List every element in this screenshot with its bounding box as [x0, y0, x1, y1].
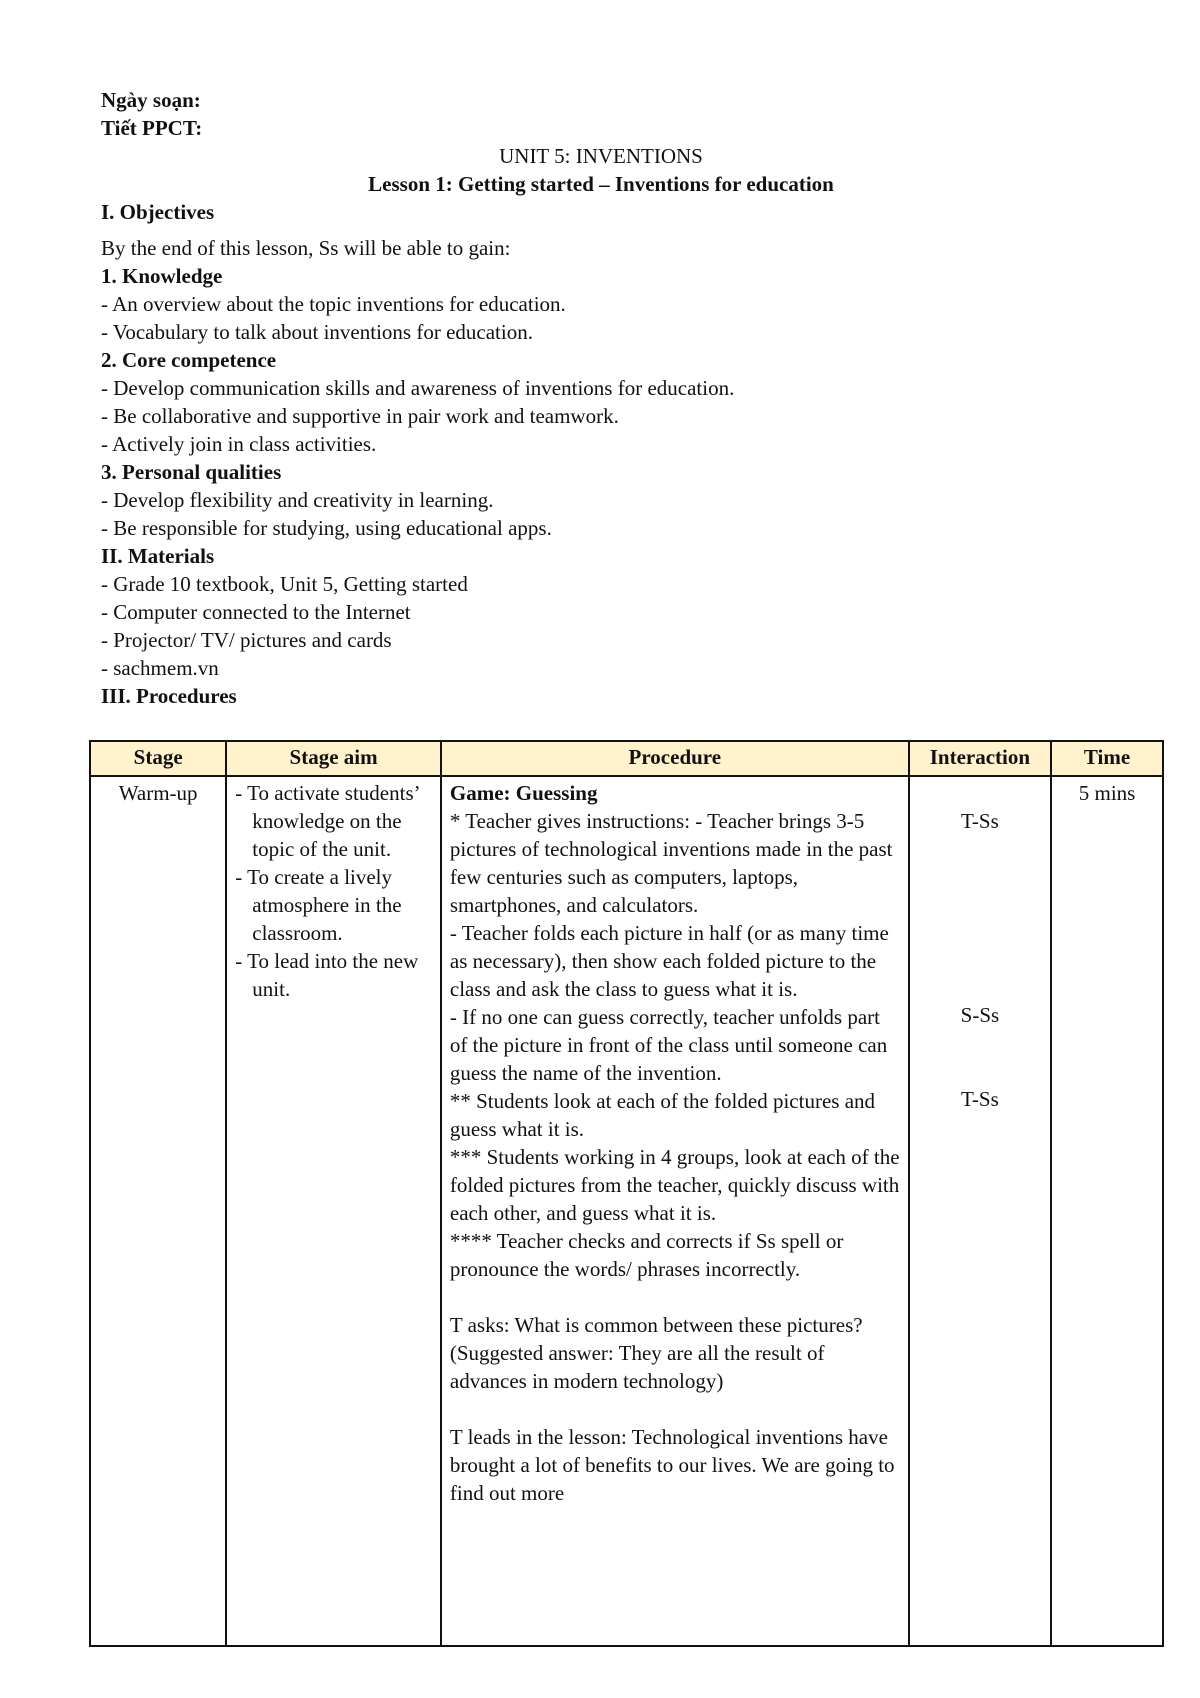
stage-aim-item: - To lead into the new unit. [235, 949, 419, 1001]
procedure-suggested-answer: (Suggested answer: They are all the result of advances in modern technology) [449, 1341, 825, 1393]
column-header-procedure: Procedure [441, 741, 909, 776]
interaction-item: T-Ss [961, 1087, 999, 1111]
materials-item: - Projector/ TV/ pictures and cards [101, 628, 392, 652]
procedure-line: - Teacher folds each picture in half (or as many time as necessary), then show each folded picture to the class and ask the class to guess what it is. [449, 921, 889, 1001]
competence-item: - Develop communication skills and awareness of inventions for education. [101, 376, 735, 400]
competence-heading: 2. Core competence [101, 348, 277, 372]
procedure-line: **** Teacher checks and corrects if Ss spell or pronounce the words/ phrases incorrectly. [449, 1229, 844, 1281]
materials-item: - Grade 10 textbook, Unit 5, Getting started [101, 572, 468, 596]
procedure-line: - If no one can guess correctly, teacher unfolds part of the picture in front of the class until someone can guess the name of the invention. [449, 1005, 888, 1085]
unit-title: UNIT 5: INVENTIONS [499, 144, 703, 168]
stage-cell: Warm-up [90, 776, 226, 1646]
time-cell: 5 mins [1051, 776, 1163, 1646]
lesson-header [101, 86, 1101, 710]
stage-aim-cell [226, 776, 441, 1646]
procedure-question: T asks: What is common between these pictures? [449, 1313, 863, 1337]
procedure-line: * Teacher gives instructions: - Teacher brings 3-5 pictures of technological inventions made in the past few centuries such as computers, laptops, smartphones, and calculators. [449, 809, 893, 917]
procedure-title: Game: Guessing [449, 781, 598, 805]
stage-aim-item: - To activate students’ knowledge on the topic of the unit. [235, 781, 420, 861]
competence-item: - Be collaborative and supportive in pair work and teamwork. [101, 404, 619, 428]
procedures-heading: III. Procedures [101, 684, 237, 708]
qualities-item: - Be responsible for studying, using educational apps. [101, 516, 552, 540]
table-row [90, 776, 1163, 1646]
objectives-intro: By the end of this lesson, Ss will be able to gain: [101, 236, 511, 260]
lesson-title: Lesson 1: Getting started – Inventions for education [368, 172, 834, 196]
interaction-item: S-Ss [960, 1003, 1000, 1027]
column-header-time: Time [1051, 741, 1163, 776]
knowledge-item: - Vocabulary to talk about inventions for education. [101, 320, 533, 344]
column-header-stage-aim: Stage aim [226, 741, 441, 776]
stage-aim-item: - To create a lively atmosphere in the classroom. [235, 865, 402, 945]
procedures-table [89, 740, 1164, 1647]
objectives-heading: I. Objectives [101, 200, 215, 224]
materials-heading: II. Materials [101, 544, 215, 568]
column-header-stage: Stage [90, 741, 226, 776]
qualities-heading: 3. Personal qualities [101, 460, 282, 484]
competence-item: - Actively join in class activities. [101, 432, 377, 456]
procedure-cell [441, 776, 909, 1646]
interaction-cell [909, 776, 1051, 1646]
date-label: Ngày soạn: [101, 88, 201, 112]
procedure-lead-in: T leads in the lesson: Technological inventions have brought a lot of benefits to our lives. We are going to find out more [449, 1425, 895, 1505]
spacer [450, 1395, 900, 1423]
interaction-item: T-Ss [961, 809, 999, 833]
knowledge-heading: 1. Knowledge [101, 264, 223, 288]
materials-item: - sachmem.vn [101, 656, 219, 680]
qualities-item: - Develop flexibility and creativity in learning. [101, 488, 494, 512]
table-header-row [90, 741, 1163, 776]
spacer [450, 1283, 900, 1311]
period-label: Tiết PPCT: [101, 116, 203, 140]
knowledge-item: - An overview about the topic inventions for education. [101, 292, 566, 316]
procedure-line: ** Students look at each of the folded pictures and guess what it is. [449, 1089, 876, 1141]
column-header-interaction: Interaction [909, 741, 1051, 776]
procedure-content [450, 779, 900, 1641]
procedure-line: *** Students working in 4 groups, look at each of the folded pictures from the teacher, quickly discuss with each other, and guess what it is. [449, 1145, 900, 1225]
materials-item: - Computer connected to the Internet [101, 600, 411, 624]
